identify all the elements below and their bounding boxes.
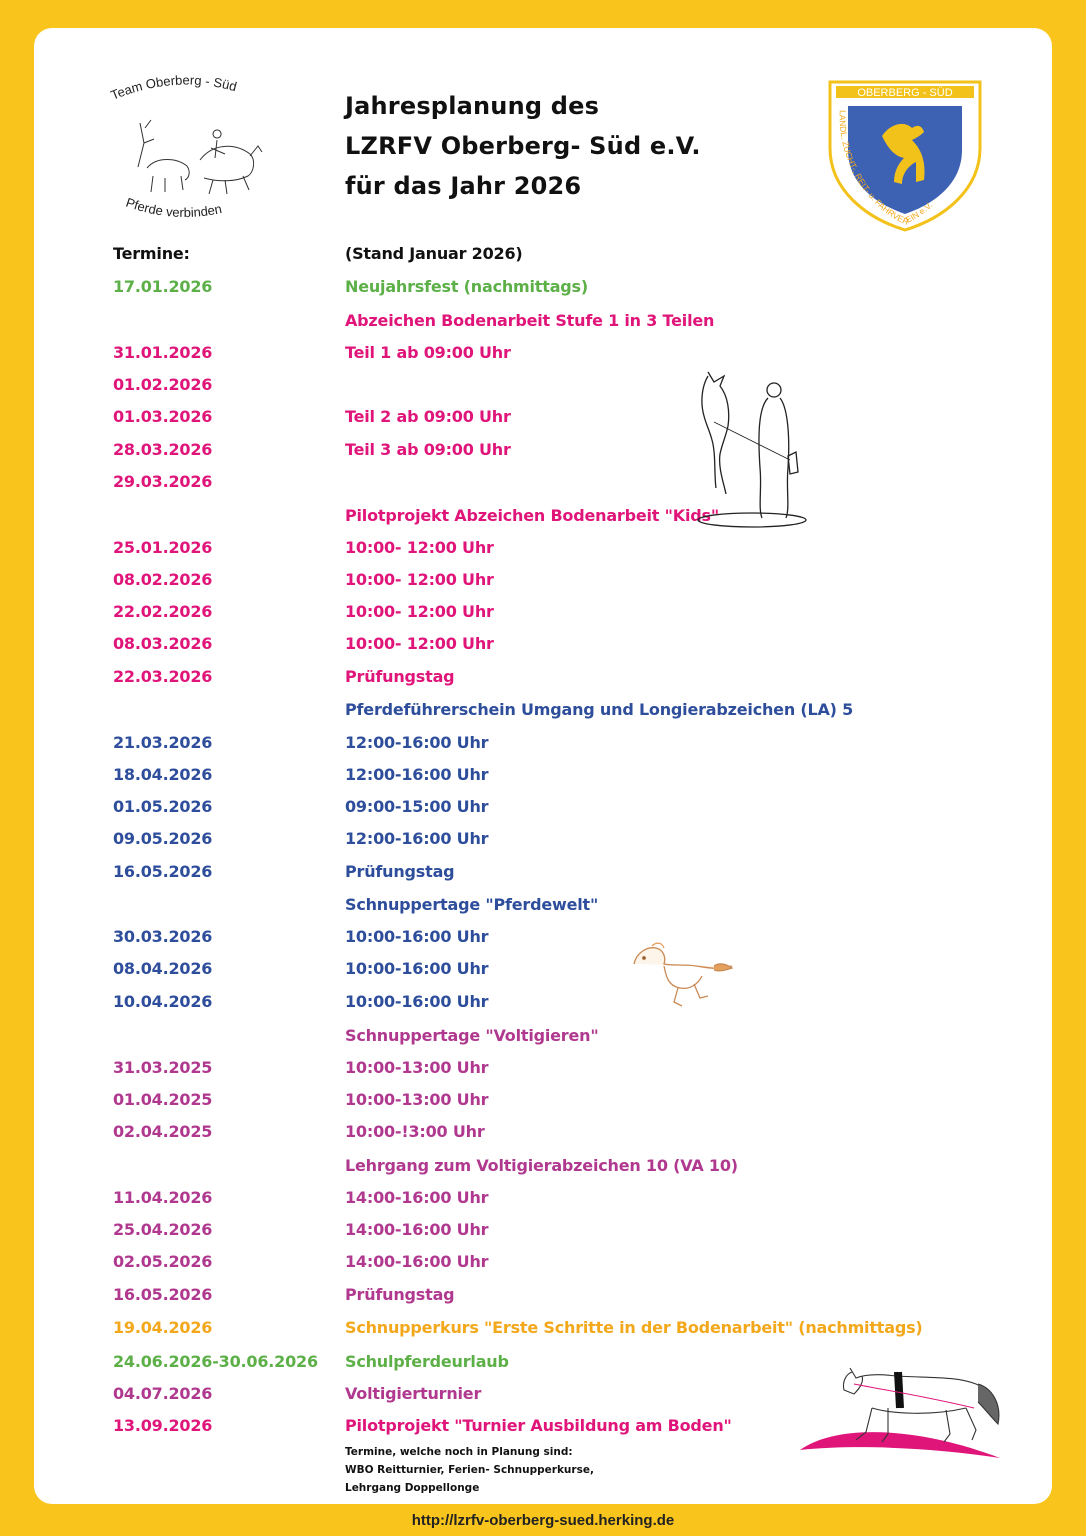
schedule-date: 08.02.2026 [113, 570, 213, 589]
schedule-row [0, 927, 1086, 955]
schedule-row [0, 1090, 1086, 1118]
schedule-row [0, 311, 1086, 339]
schedule-event: 10:00-!3:00 Uhr [345, 1122, 485, 1141]
schedule-date: 16.05.2026 [113, 1285, 213, 1304]
schedule-event: 10:00- 12:00 Uhr [345, 570, 494, 589]
schedule-date: 30.03.2026 [113, 927, 213, 946]
schedule-row [0, 862, 1086, 890]
schedule-date: 10.04.2026 [113, 992, 213, 1011]
schedule-event: Teil 3 ab 09:00 Uhr [345, 440, 511, 459]
schedule-date: 31.01.2026 [113, 343, 213, 362]
schedule-event: 09:00-15:00 Uhr [345, 797, 489, 816]
schedule-row [0, 1026, 1086, 1054]
schedule-row [0, 1318, 1086, 1346]
title-line-2: LZRFV Oberberg- Süd e.V. [345, 132, 701, 160]
crest-side-text: LANDL. ZUCHT-, REIT- u. FAHRVEREIN e.V. [837, 109, 935, 227]
schedule-date: 01.05.2026 [113, 797, 213, 816]
schedule-event: Prüfungstag [345, 1285, 455, 1304]
schedule-date: 22.03.2026 [113, 667, 213, 686]
schedule-date: 21.03.2026 [113, 733, 213, 752]
schedule-date: 17.01.2026 [113, 277, 213, 296]
schedule-event: 12:00-16:00 Uhr [345, 765, 489, 784]
schedule-event: Teil 2 ab 09:00 Uhr [345, 407, 511, 426]
schedule-event: 12:00-16:00 Uhr [345, 733, 489, 752]
schedule-event: 14:00-16:00 Uhr [345, 1188, 489, 1207]
schedule-row [0, 959, 1086, 987]
schedule-row [0, 1252, 1086, 1280]
schedule-event: 10:00- 12:00 Uhr [345, 634, 494, 653]
svg-text:Pferde verbinden [124, 195, 223, 220]
schedule-date: 28.03.2026 [113, 440, 213, 459]
schedule-row [0, 895, 1086, 923]
schedule-event: 10:00-13:00 Uhr [345, 1058, 489, 1077]
schedule-event: Pilotprojekt "Turnier Ausbildung am Boden" [345, 1416, 732, 1435]
schedule-date: 16.05.2026 [113, 862, 213, 881]
schedule-date: 18.04.2026 [113, 765, 213, 784]
schedule-event: Schnuppertage "Pferdewelt" [345, 895, 599, 914]
schedule-date: 01.03.2026 [113, 407, 213, 426]
footer-url[interactable]: http://lzrfv-oberberg-sued.herking.de [411, 1512, 675, 1529]
schedule-row [0, 506, 1086, 534]
schedule-row [0, 797, 1086, 825]
schedule-row [0, 570, 1086, 598]
schedule-row [0, 472, 1086, 500]
planning-note-3: Lehrgang Doppellonge [345, 1482, 480, 1494]
schedule-event: 12:00-16:00 Uhr [345, 829, 489, 848]
cartoon-horse-illustration [628, 940, 736, 1012]
termine-label: Termine: [113, 244, 190, 263]
schedule-event: Teil 1 ab 09:00 Uhr [345, 343, 511, 362]
schedule-event: 10:00-13:00 Uhr [345, 1090, 489, 1109]
schedule-date: 08.03.2026 [113, 634, 213, 653]
schedule-event: Schulpferdeurlaub [345, 1352, 509, 1371]
person-with-horse-illustration [690, 366, 810, 530]
schedule-row [0, 407, 1086, 435]
schedule-event: Lehrgang zum Voltigierabzeichen 10 (VA 10) [345, 1156, 738, 1175]
longe-horse-illustration [796, 1354, 1010, 1466]
schedule-row [0, 375, 1086, 403]
schedule-event: Schnupperkurs "Erste Schritte in der Bodenarbeit" (nachmittags) [345, 1318, 923, 1337]
rider-sketch-icon [138, 120, 262, 194]
schedule-event: 10:00- 12:00 Uhr [345, 538, 494, 557]
schedule-event: Pferdeführerschein Umgang und Longierabzeichen (LA) 5 [345, 700, 854, 719]
schedule-date: 31.03.2025 [113, 1058, 213, 1077]
schedule-row [0, 602, 1086, 630]
schedule-date: 04.07.2026 [113, 1384, 213, 1403]
schedule-row [0, 1188, 1086, 1216]
stand-label: (Stand Januar 2026) [345, 244, 523, 263]
schedule-date: 19.04.2026 [113, 1318, 213, 1337]
schedule-row [0, 538, 1086, 566]
schedule-date: 02.04.2025 [113, 1122, 213, 1141]
schedule-row [0, 765, 1086, 793]
schedule-date: 11.04.2026 [113, 1188, 213, 1207]
schedule-row [0, 1156, 1086, 1184]
schedule-event: 14:00-16:00 Uhr [345, 1252, 489, 1271]
team-logo-top-text: Team Oberberg - Süd [108, 72, 239, 103]
schedule-event: 10:00-16:00 Uhr [345, 992, 489, 1011]
schedule-date: 13.09.2026 [113, 1416, 213, 1435]
schedule-row [0, 667, 1086, 695]
crest-top-text: OBERBERG - SÜD [857, 87, 953, 99]
schedule-event: 10:00-16:00 Uhr [345, 959, 489, 978]
schedule-event: Prüfungstag [345, 862, 455, 881]
schedule-event: 14:00-16:00 Uhr [345, 1220, 489, 1239]
schedule-event: Prüfungstag [345, 667, 455, 686]
schedule-date: 01.04.2025 [113, 1090, 213, 1109]
schedule-event: Voltigierturnier [345, 1384, 482, 1403]
schedule-row [0, 634, 1086, 662]
schedule-date: 09.05.2026 [113, 829, 213, 848]
schedule-event: 10:00-16:00 Uhr [345, 927, 489, 946]
schedule-event: Abzeichen Bodenarbeit Stufe 1 in 3 Teilen [345, 311, 715, 330]
schedule-row [0, 1122, 1086, 1150]
schedule-date: 24.06.2026-30.06.2026 [113, 1352, 318, 1371]
schedule-row [0, 277, 1086, 305]
schedule-row [0, 440, 1086, 468]
schedule-event: 10:00- 12:00 Uhr [345, 602, 494, 621]
schedule-date: 25.04.2026 [113, 1220, 213, 1239]
title-line-1: Jahresplanung des [345, 92, 600, 120]
schedule-row [0, 343, 1086, 371]
svg-text:Team Oberberg - Süd [109, 72, 239, 102]
schedule-date: 01.02.2026 [113, 375, 213, 394]
schedule-row [0, 733, 1086, 761]
schedule-date: 25.01.2026 [113, 538, 213, 557]
schedule-date: 29.03.2026 [113, 472, 213, 491]
planning-note-2: WBO Reitturnier, Ferien- Schnupperkurse, [345, 1464, 594, 1476]
team-logo [105, 68, 265, 228]
schedule-event: Schnuppertage "Voltigieren" [345, 1026, 599, 1045]
schedule-event: Neujahrsfest (nachmittags) [345, 277, 588, 296]
schedule-row [0, 700, 1086, 728]
schedule-row [0, 829, 1086, 857]
schedule-date: 02.05.2026 [113, 1252, 213, 1271]
schedule-row [0, 1058, 1086, 1086]
schedule-date: 22.02.2026 [113, 602, 213, 621]
schedule-row [0, 992, 1086, 1020]
title-line-3: für das Jahr 2026 [345, 172, 582, 200]
team-logo-bottom-text: Pferde verbinden [124, 194, 224, 221]
schedule-row [0, 1220, 1086, 1248]
club-crest [826, 78, 984, 234]
schedule-row [0, 1285, 1086, 1313]
schedule-date: 08.04.2026 [113, 959, 213, 978]
schedule-event: Pilotprojekt Abzeichen Bodenarbeit "Kids" [345, 506, 719, 525]
planning-note-1: Termine, welche noch in Planung sind: [345, 1446, 573, 1458]
